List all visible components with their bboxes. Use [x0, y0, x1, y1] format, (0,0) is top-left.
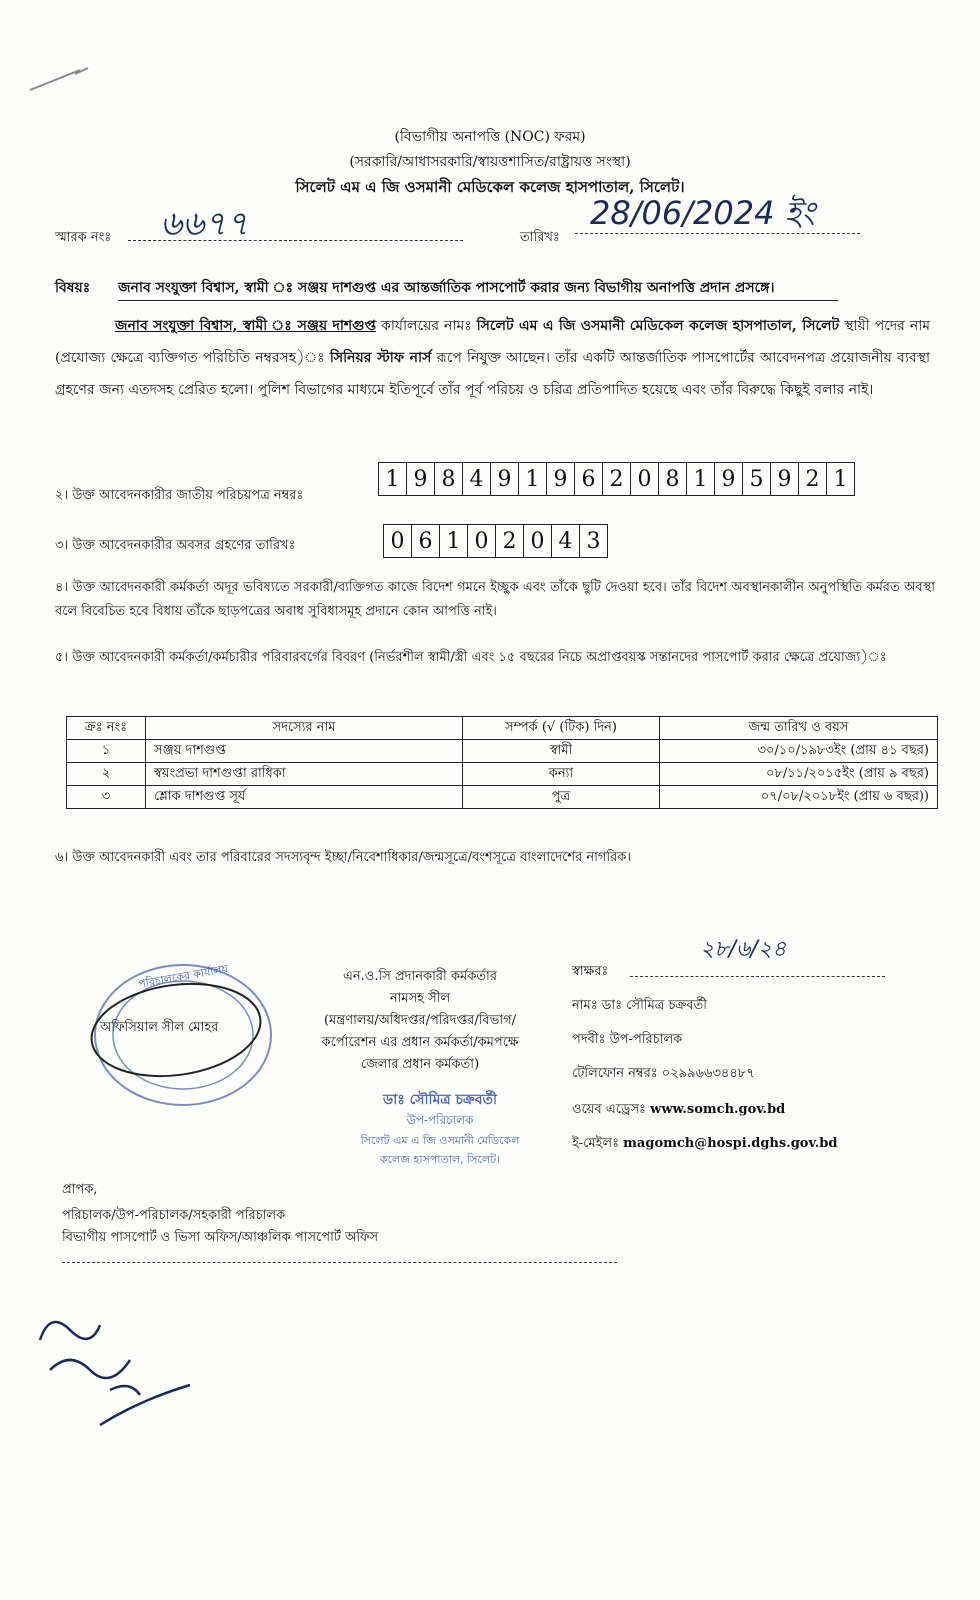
digit-box: 9 [491, 463, 519, 495]
col-dob: জন্ম তারিখ ও বয়স [660, 717, 938, 740]
item5-text: ৫। উক্ত আবেদনকারী কর্মকর্তা/কর্মচারীর পরিবারবর্গের বিবরণ (নির্ভরশীল স্বামী/স্ত্রী এবং ১৫ বছরের নিচে অপ্রাপ্তবয়স্ক সন্তানদের পাসপোর্ট করার ক্ষেত্রে প্রযোজ্য)ঃ [55, 650, 887, 665]
table-row [67, 763, 938, 786]
office-name: সিলেট এম এ জি ওসমানী মেডিকেল কলেজ হাসপাতাল, সিলেট [476, 318, 840, 334]
digit-box: 0 [524, 525, 552, 557]
row-name: সঞ্জয় দাশগুপ্ত [146, 740, 463, 763]
digit-box: 4 [463, 463, 491, 495]
digit-box: 0 [468, 525, 496, 557]
applicant-name: জনাব সংযুক্তা বিশ্বাস, স্বামী ঃ সঞ্জয় দাশগুপ্ত [115, 318, 377, 334]
item4-text: ৪। উক্ত আবেদনকারী কর্মকর্তা অদূর ভবিষ্যতে সরকারী/ব্যক্তিগত কাজে বিদেশ গমনে ইচ্ছুক এবং তাঁকে ছুটি দেওয়া হবে। তাঁর বিদেশ অবস্থানকালীন অনুপস্থিতি কর্মরত অবস্থা বলে বিবেচিত হবে বিধায় তাঁকে ছাড়পত্রের অবাধ সুবিধাসমূহ প্রদানে কোন আপত্তি নাই। [55, 580, 935, 619]
digit-box: 0 [631, 463, 659, 495]
digit-box: 3 [586, 528, 601, 554]
col-name: সদস্যের নাম [146, 717, 463, 740]
org-type: (সরকারি/আধাসরকারি/স্বায়ত্তশাসিত/রাষ্ট্রায়ত্ত সংস্থা) [349, 154, 631, 170]
family-table [66, 716, 938, 809]
subject-label: বিষয়ঃ [55, 280, 91, 296]
digit-box: 1 [519, 463, 547, 495]
digit-box: 5 [743, 463, 771, 495]
stamp-post: উপ-পরিচালক [406, 1113, 474, 1127]
row-serial: ২ [67, 763, 146, 786]
memo-number: ৬৬৭৭ [160, 204, 249, 244]
digit-box: 2 [603, 463, 631, 495]
digit-box: 1 [687, 463, 715, 495]
digit-box: 6 [412, 525, 440, 557]
row-relation: স্বামী [463, 740, 660, 763]
post-label: স্থায়ী পদের নাম (প্রযোজ্য ক্ষেত্রে ব্যক্তিগত পরিচিতি নম্বরসহ)ঃ [55, 318, 931, 366]
nid-digit-boxes [378, 462, 855, 496]
signature-dotted-line [630, 976, 885, 977]
row-serial: ১ [67, 740, 146, 763]
retirement-digit-boxes [383, 524, 608, 558]
signatory-web [572, 1100, 785, 1121]
email-label: ই-মেইলঃ [572, 1136, 620, 1151]
row-name: শ্লোক দাশগুপ্ত সূর্য [146, 786, 463, 809]
stamp-org-2: কলেজ হাসপাতাল, সিলেট। [379, 1153, 501, 1166]
table-header-row [67, 717, 938, 740]
signatory-email [572, 1134, 837, 1155]
digit-box: 1 [833, 466, 848, 492]
retirement-label: ৩। উক্ত আবেদনকারীর অবসর গ্রহণের তারিখঃ [55, 538, 296, 553]
digit-box: 4 [552, 525, 580, 557]
post-name: সিনিয়র স্টাফ নার্স [329, 350, 432, 366]
signature-label: স্বাক্ষরঃ [572, 964, 609, 979]
digit-box: 8 [659, 463, 687, 495]
col-serial: ক্রঃ নংঃ [67, 717, 146, 740]
nid-label: ২। উক্ত আবেদনকারীর জাতীয় পরিচয়পত্র নম্বরঃ [55, 488, 304, 503]
table-row [67, 740, 938, 763]
institution-name: সিলেট এম এ জি ওসমানী মেডিকেল কলেজ হাসপাতাল, সিলেট। [295, 178, 685, 196]
recipient-dotted-line [62, 1262, 617, 1263]
row-dob: ৩০/১০/১৯৮৩ইং (প্রায় ৪১ বছর) [660, 740, 938, 763]
date-label: তারিখঃ [520, 230, 560, 245]
recipient-line-2: বিভাগীয় পাসপোর্ট ও ভিসা অফিস/আঞ্চলিক পাসপোর্ট অফিস [62, 1230, 379, 1245]
noc-line-4: কর্পোরেশন এর প্রধান কর্মকর্তা/কমপক্ষে [321, 1035, 519, 1050]
digit-box: 9 [547, 463, 575, 495]
officer-stamp [330, 1088, 550, 1170]
digit-box: 9 [715, 463, 743, 495]
seal-ring-text: পরিচালকের কার্যালয় [137, 962, 230, 991]
handwritten-scribble-icon [30, 1300, 210, 1440]
recipient-title: প্রাপক, [62, 1182, 98, 1197]
col-relation: সম্পর্ক (√ (টিক) দিন) [463, 717, 660, 740]
body-paragraph [55, 310, 930, 406]
digit-box: 0 [384, 525, 412, 557]
body-rest: রূপে নিযুক্ত আছেন। তাঁর একটি আন্তর্জাতিক পাসপোর্টের আবেদনপত্র প্রয়োজনীয় ব্যবস্থা গ্রহণের জন্য এতদসহ প্রেরিত হলো। পুলিশ বিভাগের মাধ্যমে ইতিপূর্বে তাঁর পূর্ব পরিচয় ও চরিত্র প্রতিপাদিত হয়েছে এবং তাঁর বিরুদ্ধে কিছুই বলার নাই। [55, 350, 931, 398]
row-dob: ০৭/০৮/২০১৮ইং (প্রায় ৬ বছর)) [660, 786, 938, 809]
table-row [67, 786, 938, 809]
item6-text: ৬। উক্ত আবেদনকারী এবং তার পরিবারের সদস্যবৃন্দ ইচ্ছা/নিবেশাধিকার/জন্মসূত্রে/বংশসূত্রে বাংলাদেশের নাগরিক। [55, 850, 632, 865]
date-value: 28/06/2024 ইং [590, 194, 816, 232]
digit-box: 1 [379, 463, 407, 495]
noc-line-3: (মন্ত্রণালয়/অধিদপ্তর/পরিদপ্তর/বিভাগ/ [323, 1013, 517, 1028]
digit-box: 2 [799, 463, 827, 495]
digit-box: 8 [435, 463, 463, 495]
noc-line-1: এন.ও.সি প্রদানকারী কর্মকর্তার [343, 969, 497, 984]
row-relation: পুত্র [463, 786, 660, 809]
digit-box: 9 [771, 463, 799, 495]
noc-line-5: জেলার প্রধান কর্মকর্তা) [360, 1057, 480, 1072]
row-dob: ০৮/১১/২০১৫ইং (প্রায় ৯ বছর) [660, 763, 938, 786]
signatory-name: নামঃ ডাঃ সৌমিত্র চক্রবর্তী [572, 998, 708, 1013]
digit-box: 9 [407, 463, 435, 495]
memo-label: স্মারক নংঃ [55, 230, 112, 245]
signatory-designation: পদবীঃ উপ-পরিচালক [572, 1032, 683, 1047]
official-seal [88, 960, 278, 1110]
digit-box: 6 [575, 463, 603, 495]
web-label: ওয়েব এড্রেসঃ [572, 1102, 646, 1117]
form-title: (বিভাগীয় অনাপত্তি (NOC) ফরম) [394, 129, 586, 145]
stamp-name: ডাঃ সৌমিত্র চক্রবর্তী [382, 1092, 498, 1108]
signatory-phone: টেলিফোন নম্বরঃ ০২৯৯৬৬৩৪৪৮৭ [572, 1066, 755, 1081]
email-value: magomch@hospi.dghs.gov.bd [623, 1136, 838, 1151]
noc-officer-block [290, 966, 550, 1076]
digit-box: 1 [440, 525, 468, 557]
stamp-org-1: সিলেট এম এ জি ওসমানী মেডিকেল [360, 1134, 520, 1147]
digit-box: 2 [496, 525, 524, 557]
row-name: স্বয়ংপ্রভা দাশগুপ্তা রাধিকা [146, 763, 463, 786]
seal-label: অফিসিয়াল সীল মোহর [100, 1020, 219, 1035]
pen-mark-decoration [10, 60, 100, 100]
row-relation: কন্যা [463, 763, 660, 786]
web-value: www.somch.gov.bd [650, 1102, 786, 1117]
office-label: কার্যালয়ের নামঃ [381, 318, 472, 334]
recipient-line-1: পরিচালক/উপ-পরিচালক/সহকারী পরিচালক [62, 1208, 286, 1223]
subject-text: জনাব সংযুক্তা বিশ্বাস, স্বামী ঃ সঞ্জয় দাশগুপ্ত এর আন্তর্জাতিক পাসপোর্ট করার জন্য বিভাগীয় অনাপত্তি প্রদান প্রসঙ্গে। [118, 276, 838, 301]
noc-line-2: নামসহ সীল [389, 991, 451, 1006]
signature-mark: ২৮/৬/২৪ [700, 937, 787, 962]
row-serial: ৩ [67, 786, 146, 809]
